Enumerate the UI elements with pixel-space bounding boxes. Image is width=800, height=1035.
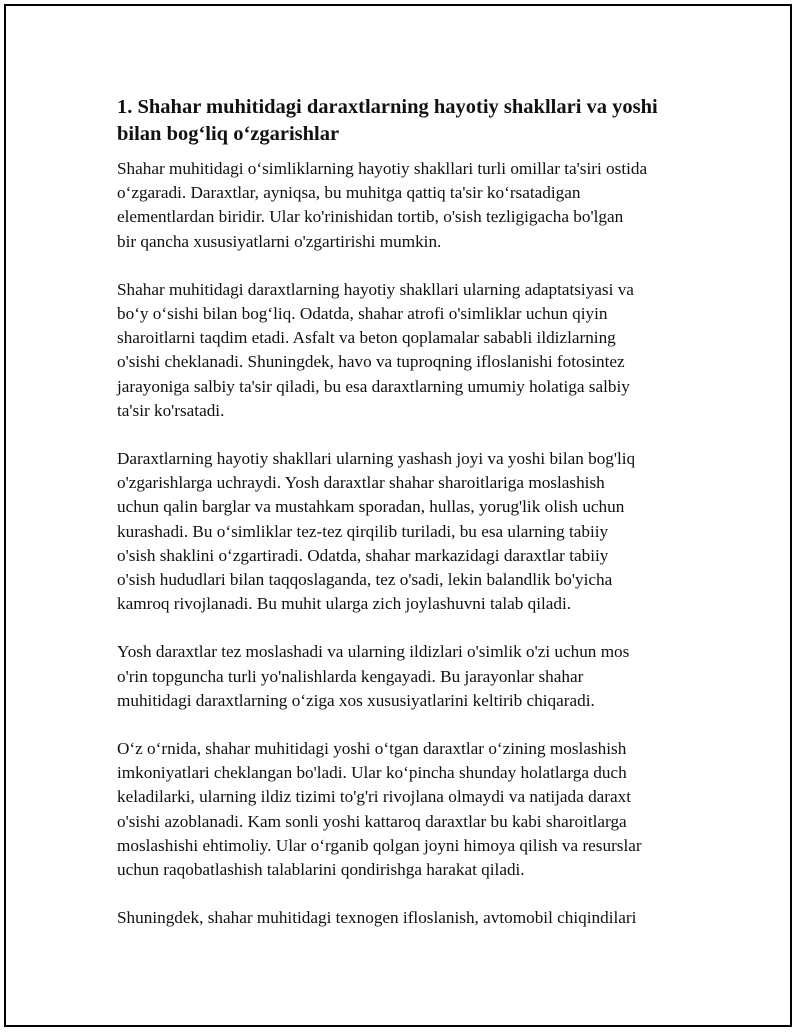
text-line: moslashishi ehtimoliy. Ular o‘rganib qolgan joyni himoya qilish va resurslar bbox=[117, 835, 642, 855]
paragraph bbox=[117, 737, 692, 882]
text-line: Shahar muhitidagi daraxtlarning hayotiy shakllari ularning adaptatsiyasi va bbox=[117, 279, 634, 299]
paragraph bbox=[117, 447, 692, 616]
paragraph bbox=[117, 906, 692, 930]
text-line: Yosh daraxtlar tez moslashadi va ularning ildizlari o'simlik o'zi uchun mos bbox=[117, 642, 630, 662]
text-line: uchun qalin barglar va mustahkam sporadan, hullas, yorug'lik olish uchun bbox=[117, 497, 625, 517]
document-body bbox=[117, 94, 692, 930]
text-line: Daraxtlarning hayotiy shakllari ularning yashash joyi va yoshi bilan bog'liq bbox=[117, 449, 636, 469]
text-line: sharoitlarni taqdim etadi. Asfalt va beton qoplamalar sababli ildizlarning bbox=[117, 328, 616, 348]
text-line: o'rin topguncha turli yo'nalishlarda kengayadi. Bu jarayonlar shahar bbox=[117, 666, 584, 686]
text-line: muhitidagi daraxtlarning o‘ziga xos xususiyatlarini keltirib chiqaradi. bbox=[117, 690, 595, 710]
text-line: o'sishi azoblanadi. Kam sonli yoshi kattaroq daraxtlar bu kabi sharoitlarga bbox=[117, 811, 627, 831]
paragraph bbox=[117, 640, 692, 713]
text-line: O‘z o‘rnida, shahar muhitidagi yoshi o‘tgan daraxtlar o‘zining moslashish bbox=[117, 739, 627, 759]
text-line: o'sish shaklini o‘zgartiradi. Odatda, shahar markazidagi daraxtlar tabiiy bbox=[117, 545, 609, 565]
paragraph bbox=[117, 157, 692, 254]
paragraph bbox=[117, 278, 692, 423]
text-line: elementlardan biridir. Ular ko'rinishidan tortib, o'sish tezligigacha bo'lgan bbox=[117, 207, 624, 227]
text-line: o'sish hududlari bilan taqqoslaganda, tez o'sadi, lekin balandlik bo'yicha bbox=[117, 570, 613, 590]
text-line: kurashadi. Bu o‘simliklar tez-tez qirqilib turiladi, bu esa ularning tabiiy bbox=[117, 521, 609, 541]
heading-line: bilan bog‘liq o‘zgarishlar bbox=[117, 123, 340, 145]
text-line: bir qancha xususiyatlarni o'zgartirishi mumkin. bbox=[117, 231, 442, 251]
text-line: uchun raqobatlashish talablarini qondirishga harakat qiladi. bbox=[117, 860, 525, 880]
text-line: jarayoniga salbiy ta'sir qiladi, bu esa daraxtlarning umumiy holatiga salbiy bbox=[117, 376, 630, 396]
section-heading bbox=[117, 94, 692, 148]
text-line: keladilarki, ularning ildiz tizimi to'g'ri rivojlana olmaydi va natijada daraxt bbox=[117, 787, 632, 807]
text-line: bo‘y o‘sishi bilan bog‘liq. Odatda, shahar atrofi o'simliklar uchun qiyin bbox=[117, 304, 608, 324]
text-line: Shuningdek, shahar muhitidagi texnogen ifloslanish, avtomobil chiqindilari bbox=[117, 908, 637, 928]
text-line: Shahar muhitidagi o‘simliklarning hayotiy shakllari turli omillar ta'siri ostida bbox=[117, 159, 648, 178]
text-line: imkoniyatlari cheklangan bo'ladi. Ular ko‘pincha shunday holatlarga duch bbox=[117, 763, 627, 783]
text-line: kamroq rivojlanadi. Bu muhit ularga zich joylashuvni talab qiladi. bbox=[117, 594, 572, 614]
text-line: o‘zgaradi. Daraxtlar, ayniqsa, bu muhitga qattiq ta'sir ko‘rsatadigan bbox=[117, 183, 581, 203]
text-line: o'sishi cheklanadi. Shuningdek, havo va tuproqning ifloslanishi fotosintez bbox=[117, 352, 625, 372]
heading-line: 1. Shahar muhitidagi daraxtlarning hayotiy shakllari va yoshi bbox=[117, 96, 658, 118]
text-line: ta'sir ko'rsatadi. bbox=[117, 400, 225, 420]
text-line: o'zgarishlarga uchraydi. Yosh daraxtlar shahar sharoitlariga moslashish bbox=[117, 473, 605, 493]
